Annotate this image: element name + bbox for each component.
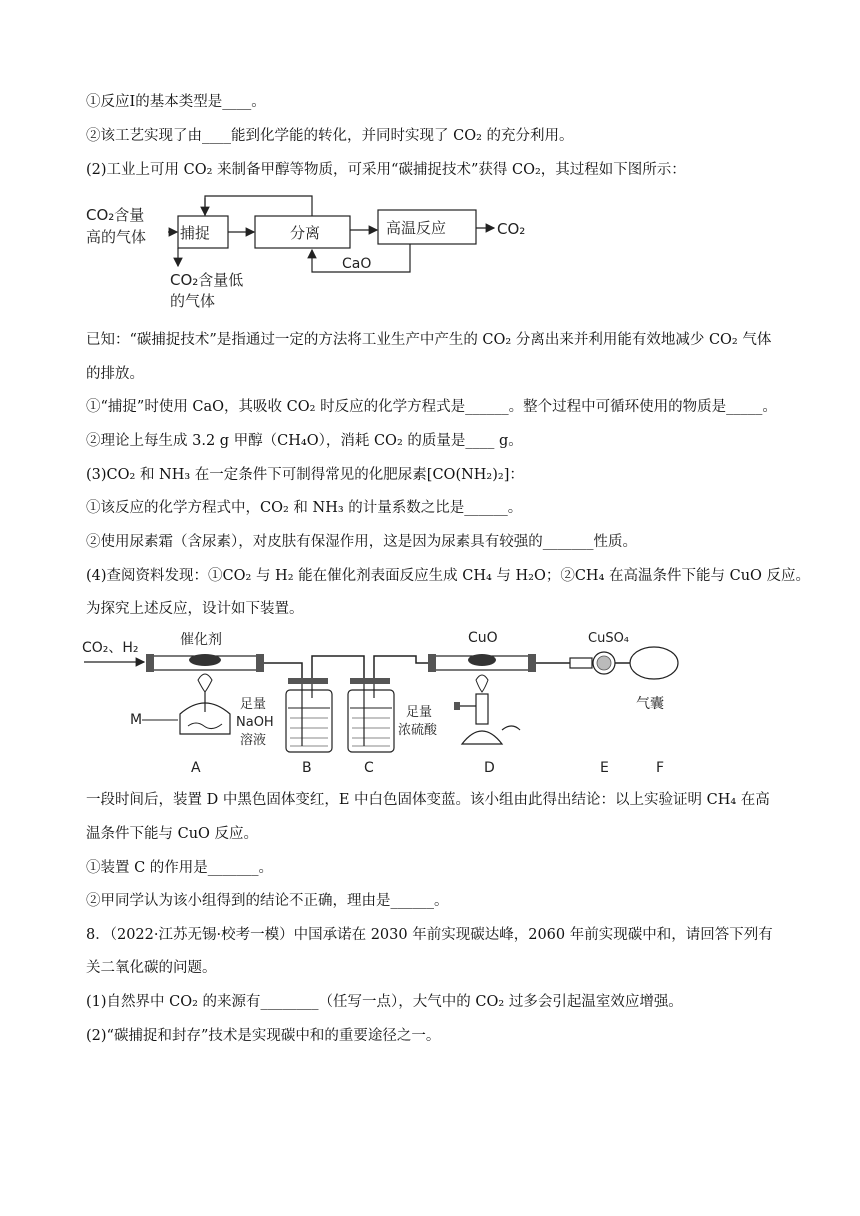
text-line: (3)CO₂ 和 NH₃ 在一定条件下可制得常见的化肥尿素[CO(NH₂)₂]： (86, 467, 524, 483)
separate-label: 分离 (290, 224, 321, 242)
text-line: 已知：“碳捕捉技术”是指通过一定的方法将工业生产中产生的 CO₂ 分离出来并利用能有效地减少 CO₂ 气体 (86, 332, 772, 348)
text-line: (2)“碳捕捉和封存”技术是实现碳中和的重要途径之一。 (86, 1028, 441, 1044)
apparatus-f-balloon (630, 647, 678, 776)
apparatus-e-cuso4-tube (570, 631, 630, 776)
text-line: (4)查阅资料发现：①CO₂ 与 H₂ 能在催化剂表面反应生成 CH₄ 与 H₂O；②CH₄ 在高温条件下能与 CuO 反应。 (86, 568, 811, 584)
text-line: 的排放。 (86, 366, 144, 382)
reaction-label: 高温反应 (386, 219, 447, 237)
capture-label: 捕捉 (180, 224, 211, 242)
flow-input-label: CO₂含量 (86, 206, 145, 224)
apparatus-letter-f: F (656, 760, 665, 776)
text-line: (1)自然界中 CO₂ 的来源有________（任写一点），大气中的 CO₂ 过多会引起温室效应增强。 (86, 994, 683, 1010)
flow-low-gas-label: 的气体 (170, 292, 216, 310)
apparatus-d-cuo-tube (428, 630, 536, 776)
recycle-label: CaO (342, 256, 372, 272)
naoh-label: 溶液 (240, 733, 267, 748)
text-line: ①反应Ⅰ的基本类型是____。 (86, 94, 266, 110)
cuo-label: CuO (468, 630, 498, 646)
apparatus-c-acid-bottle (348, 678, 438, 776)
flow-output-label: CO₂ (497, 220, 526, 238)
apparatus-letter-b: B (302, 760, 312, 776)
apparatus-letter-e: E (600, 760, 609, 776)
text-line: (2)工业上可用 CO₂ 来制备甲醇等物质，可采用“碳捕捉技术”获得 CO₂，其过程如下图所示： (86, 162, 686, 178)
acid-label: 浓硫酸 (398, 723, 438, 738)
text-line: ②该工艺实现了由____能到化学能的转化，并同时实现了 CO₂ 的充分利用。 (86, 128, 574, 144)
carbon-capture-flow-diagram (80, 188, 540, 316)
burner-label: M (130, 712, 143, 728)
text-line: ①装置 C 的作用是_______。 (86, 860, 274, 876)
text-line: ②甲同学认为该小组得到的结论不正确，理由是______。 (86, 893, 449, 909)
balloon-label: 气囊 (636, 696, 664, 712)
experiment-apparatus-diagram (80, 622, 700, 782)
catalyst-label: 催化剂 (180, 632, 222, 648)
text-line: 一段时间后，装置 D 中黑色固体变红，E 中白色固体变蓝。该小组由此得出结论：以上实验证明 CH₄ 在高 (86, 792, 770, 808)
text-line: 关二氧化碳的问题。 (86, 960, 217, 976)
flow-input-label: 高的气体 (86, 228, 147, 246)
apparatus-letter-d: D (484, 760, 495, 776)
apparatus-letter-c: C (364, 760, 374, 776)
text-line: ①“捕捉”时使用 CaO，其吸收 CO₂ 时反应的化学方程式是______。整个过程中可循环使用的物质是_____。 (86, 399, 777, 415)
gas-inlet-label: CO₂、H₂ (82, 640, 139, 656)
naoh-label: 足量 (240, 697, 267, 712)
text-line: ①该反应的化学方程式中，CO₂ 和 NH₃ 的计量系数之比是______。 (86, 500, 523, 516)
text-line: ②理论上每生成 3.2 g 甲醇（CH₄O），消耗 CO₂ 的质量是____ g。 (86, 433, 523, 449)
apparatus-letter-a: A (191, 760, 201, 776)
apparatus-b-naoh-bottle (236, 678, 332, 776)
cuso4-label: CuSO₄ (588, 631, 630, 646)
text-line: 温条件下能与 CuO 反应。 (86, 826, 259, 842)
acid-label: 足量 (406, 705, 433, 720)
text-line: ②使用尿素霜（含尿素），对皮肤有保湿作用，这是因为尿素具有较强的_______性质。 (86, 534, 637, 550)
naoh-label: NaOH (236, 715, 274, 730)
question-8-text: 8．（2022·江苏无锡·校考一模）中国承诺在 2030 年前实现碳达峰，2060 年前实现碳中和，请回答下列有 (86, 927, 773, 943)
flow-low-gas-label: CO₂含量低 (170, 271, 244, 289)
text-line: 为探究上述反应，设计如下装置。 (86, 601, 304, 617)
